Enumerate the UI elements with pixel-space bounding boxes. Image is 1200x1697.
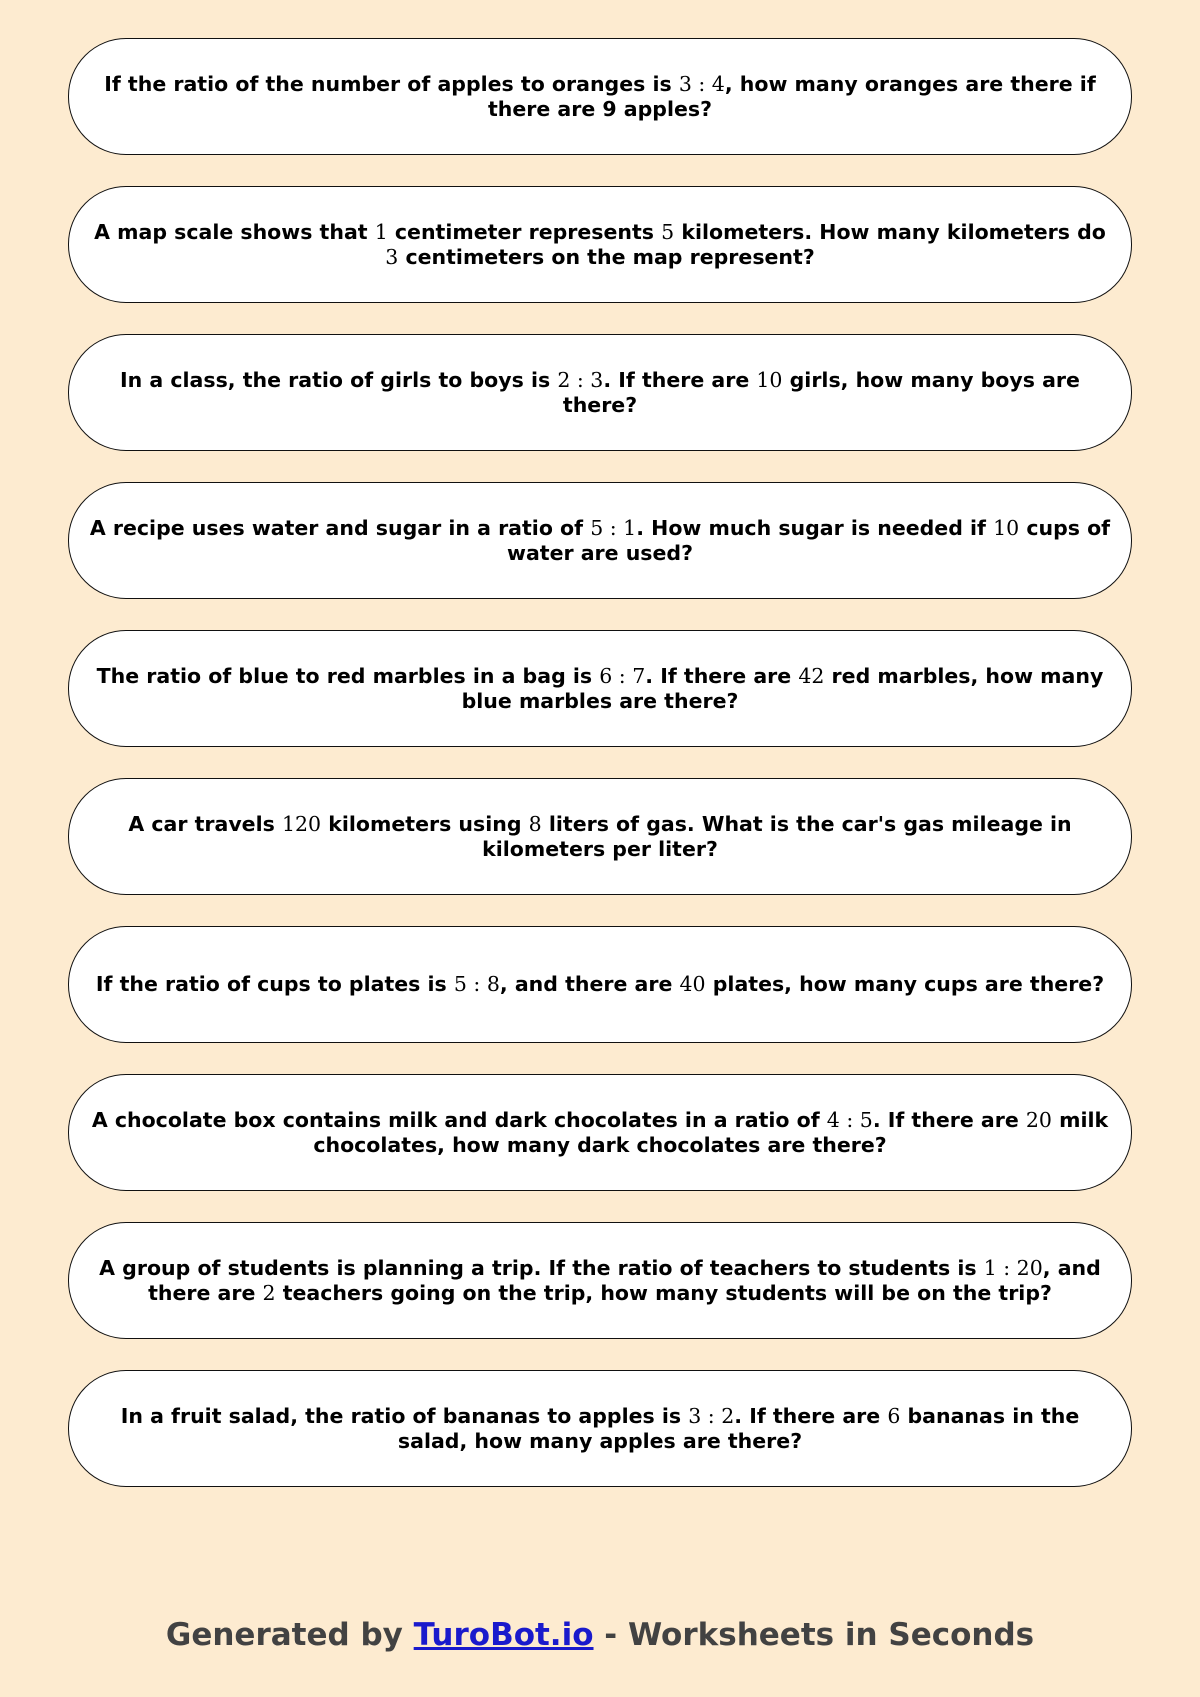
math-expression: 40 [679,972,706,996]
question-card [68,1370,1132,1487]
question-text-segment: A chocolate box contains milk and dark chocolates in a ratio of [91,1107,827,1132]
question-text-segment: red marbles, how many blue marbles are there? [461,663,1104,713]
math-expression: 2 : 3 [557,367,604,392]
question-card [68,630,1132,747]
question-text-segment: milk chocolates, how many dark chocolates are there? [313,1107,1109,1157]
question-text [85,516,1115,566]
question-card [68,1074,1132,1191]
question-text-segment: In a fruit salad, the ratio of bananas to apples is [120,1403,689,1428]
question-text [85,664,1115,714]
question-card [68,186,1132,303]
question-text [85,72,1115,122]
math-expression: 8 [528,811,542,836]
math-expression: 20 [1025,1107,1052,1132]
math-expression: 120 [281,811,322,836]
question-text [85,220,1115,270]
math-expression: 3 [385,244,399,269]
math-expression: 6 [887,1403,901,1428]
math-expression: 10 [756,367,783,392]
question-text [85,1404,1115,1454]
math-expression: 4 : 5 [826,1107,873,1132]
question-text-segment: If the ratio of cups to plates is [95,972,454,996]
question-card [68,334,1132,451]
math-expression: 5 : 1 [590,515,637,540]
question-text-segment: . If there are [645,663,799,688]
math-expression: 1 [374,219,388,244]
question-text-segment: . If there are [872,1107,1026,1132]
question-text-segment: If the ratio of the number of apples to oranges is [104,71,679,96]
question-text-segment: , and there are [499,972,680,996]
question-text-segment: plates, how many cups are there? [705,972,1105,996]
question-list [68,38,1132,1518]
question-text [85,1108,1115,1158]
question-text-segment: , how many oranges are there if there are 9 apples? [487,71,1096,121]
question-card [68,1222,1132,1339]
footer [0,1617,1200,1653]
question-text-segment: A recipe uses water and sugar in a ratio of [89,515,591,540]
question-text-segment: centimeters on the map represent? [398,244,815,269]
math-expression: 3 : 2 [688,1403,735,1428]
question-text-segment: . If there are [603,367,757,392]
question-text-segment: kilometers using [321,811,529,836]
question-text-segment: liters of gas. What is the car's gas mileage in kilometers per liter? [482,811,1072,861]
math-expression: 10 [993,515,1020,540]
question-text-segment: , and there are [148,1255,1101,1305]
question-card [68,926,1132,1043]
question-text [85,368,1115,418]
question-card [68,482,1132,599]
question-text-segment: A car travels [128,811,282,836]
question-text-segment: The ratio of blue to red marbles in a bag is [96,663,600,688]
math-expression: 42 [798,663,825,688]
question-text-segment: A map scale shows that [94,219,375,244]
question-text-segment: cups of water are used? [507,515,1111,565]
math-expression: 3 : 4 [678,71,725,96]
footer-suffix: - Worksheets in Seconds [593,1617,1035,1653]
question-text-segment: girls, how many boys are there? [562,367,1080,417]
question-text-segment: . How much sugar is needed if [636,515,994,540]
math-expression: 5 [661,219,675,244]
question-card [68,38,1132,155]
question-text [85,812,1115,862]
question-text [96,972,1104,997]
turobot-link[interactable]: TuroBot.io [413,1617,594,1653]
question-text-segment: In a class, the ratio of girls to boys is [120,367,558,392]
question-text-segment: teachers going on the trip, how many students will be on the trip? [275,1280,1052,1305]
math-expression: 2 [262,1280,276,1305]
question-text-segment: . If there are [734,1403,888,1428]
math-expression: 5 : 8 [453,972,500,996]
question-card [68,778,1132,895]
footer-prefix: Generated by [165,1617,414,1653]
question-text [85,1256,1115,1306]
question-text-segment: centimeter represents [387,219,662,244]
question-text-segment: bananas in the salad, how many apples are there? [397,1403,1080,1453]
math-expression: 6 : 7 [599,663,646,688]
question-text-segment: A group of students is planning a trip. If the ratio of teachers to students is [99,1255,984,1280]
math-expression: 1 : 20 [983,1255,1043,1280]
question-text-segment: kilometers. How many kilometers do [674,219,1106,244]
